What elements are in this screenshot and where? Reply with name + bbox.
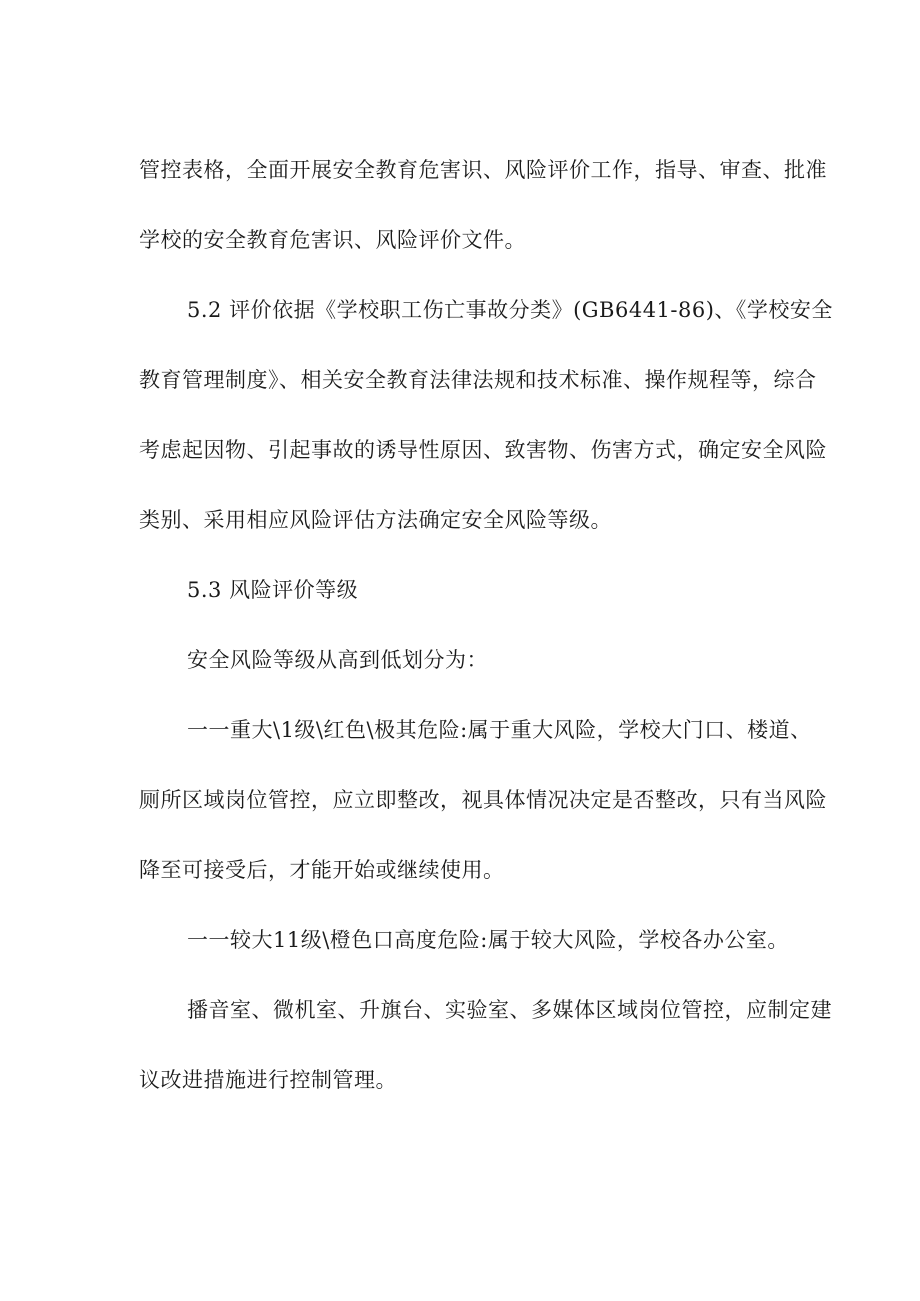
paragraph-line: 安全风险等级从高到低划分为： xyxy=(187,648,488,672)
section-5-2-line: 5.2 评价依据《学校职工伤亡事故分类》(GB6441-86)、《学校安全 xyxy=(187,298,833,322)
paragraph-line: 考虑起因物、引起事故的诱导性原因、致害物、伤害方式，确定安全风险 xyxy=(139,438,827,462)
paragraph-line: 播音室、微机室、升旗台、实验室、多媒体区域岗位管控，应制定建 xyxy=(187,998,832,1022)
paragraph-line: 管控表格，全面开展安全教育危害识、风险评价工作，指导、审查、批准 xyxy=(139,158,827,182)
level-2-line: 一一较大11级\橙色口高度危险:属于较大风险，学校各办公室。 xyxy=(187,928,789,952)
paragraph-line: 议改进措施进行控制管理。 xyxy=(139,1068,397,1092)
paragraph-line: 教育管理制度》、相关安全教育法律法规和技术标准、操作规程等，综合 xyxy=(139,368,817,392)
level-1-line: 一一重大\1级\红色\极其危险:属于重大风险，学校大门口、楼道、 xyxy=(187,718,812,742)
paragraph-line: 类别、采用相应风险评估方法确定安全风险等级。 xyxy=(139,508,612,532)
section-5-3-heading: 5.3 风险评价等级 xyxy=(187,578,359,602)
paragraph-line: 学校的安全教育危害识、风险评价文件。 xyxy=(139,228,526,252)
paragraph-line: 厕所区域岗位管控，应立即整改，视具体情况决定是否整改，只有当风险 xyxy=(139,788,827,812)
paragraph-line: 降至可接受后，才能开始或继续使用。 xyxy=(139,858,505,882)
